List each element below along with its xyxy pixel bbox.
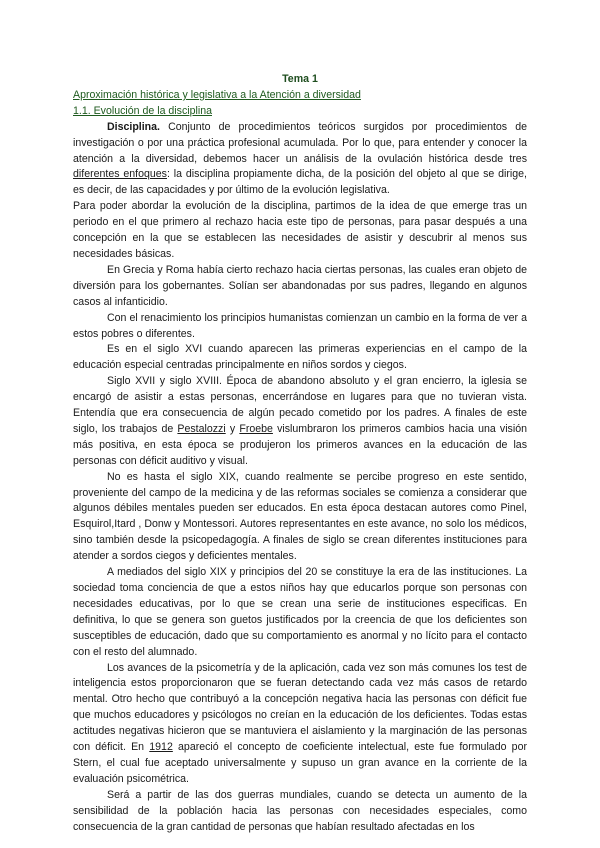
name-pestalozzi: Pestalozzi bbox=[177, 422, 226, 435]
paragraph: Los avances de la psicometría y de la aplicación, cada vez son más comunes los test de inteligencia estos proporcionaron que se fueran detectando cada vez más casos de retardo mental. Otro hecho que contribuyó a la concepción negativa hacia las personas con déficit fue que muchos educadores y psicólogos no creían en la educación de los deficientes. Todas estas actitudes negativas hicieron que se mantuviera el aislamiento y la marginación de las personas con déficit. En 1912 apareció el concepto de coeficiente intelectual, este fue formulado por Stern, el cual fue aceptado universalmente y supuso un gran avance en la corriente de la evaluación psicométrica. bbox=[73, 661, 527, 785]
paragraph: En Grecia y Roma había cierto rechazo hacia ciertas personas, las cuales eran objeto de diversión para los gobernantes. Solían ser abandonadas por sus padres, llegando en algunos casos al infanticidio. bbox=[73, 263, 527, 308]
paragraph-disciplina: Disciplina. Conjunto de procedimientos teóricos surgidos por procedimientos de investigación o por una práctica profesional acumulada. Por lo que, para entender y conocer la atención a la diversidad, debemos hacer un análisis de la ovulación histórica desde tres diferentes enfoques: la disciplina propiamente dicha, de la posición del objeto al que se dirige, es decir, de las capacidades y por último de la evolución legislativa. bbox=[73, 120, 527, 197]
paragraph: Será a partir de las dos guerras mundiales, cuando se detecta un aumento de la sensibilidad de la población hacia las personas con necesidades especiales, como consecuencia de la gran cantidad de personas que habían resultado afectadas en los bbox=[73, 788, 527, 833]
year-1912: 1912 bbox=[149, 741, 173, 754]
term-disciplina: Disciplina. bbox=[107, 120, 160, 133]
document-title: Tema 1 bbox=[282, 73, 318, 85]
paragraph: No es hasta el siglo XIX, cuando realmente se percibe progreso en este sentido, proveniente del campo de la medicina y de las reformas sociales se comienza a considerar que algunos débiles mentales pueden ser educados. En esta época destacan autores como Pinel, Esquirol,Itard , Donw y Montessori. Autores representantes en este avance, no solo los médicos, sino también desde la psicopedagogía. A finales de siglo se crean diferentes instituciones para atender a sordos ciegos y deficientes mentales. bbox=[73, 470, 527, 563]
subsection-heading: 1.1. Evolución de la disciplina bbox=[73, 104, 212, 117]
section-heading: Aproximación histórica y legislativa a la Atención a diversidad bbox=[73, 88, 361, 101]
paragraph: Siglo XVII y siglo XVIII. Época de abandono absoluto y el gran encierro, la iglesia se encargó de asistir a estas personas, encerrándose en lugares para que no tuvieran vista. Entendía que era consecuencia de algún pecado cometido por los padres. A finales de este siglo, los trabajos de Pestalozzi y Froebe vislumbraron los primeros cambios hacia una visión más positiva, en esta época se produjeron los primeros avances en la educación de las personas con déficit auditivo y visual. bbox=[73, 375, 527, 467]
name-froebe: Froebe bbox=[239, 422, 273, 435]
underlined-phrase: diferentes enfoques bbox=[73, 168, 167, 181]
document-page bbox=[73, 72, 527, 836]
paragraph: Es en el siglo XVI cuando aparecen las primeras experiencias en el campo de la educación especial centradas principalmente en niños sordos y ciegos. bbox=[73, 343, 527, 372]
paragraph: Para poder abordar la evolución de la disciplina, partimos de la idea de que emerge tras un periodo en el que primero al rechazo hacia este tipo de personas, para pasar después a una concepción en la que se establecen las necesidades de asistir y descubrir al menos sus necesidades básicas. bbox=[73, 200, 527, 260]
paragraph: Con el renacimiento los principios humanistas comienzan un cambio en la forma de ver a estos pobres o diferentes. bbox=[73, 311, 527, 340]
paragraph: A mediados del siglo XIX y principios del 20 se constituye la era de las instituciones. La sociedad toma conciencia de que a estos niños hay que educarlos porque son personas con necesidades educativas, por lo que se crean una serie de instituciones especificas. En definitiva, lo que se genera son guetos justificados por la creencia de que los deficientes son susceptibles de educación, dado que su comportamiento es anormal y no lícito para el contacto con el resto del alumnado. bbox=[73, 566, 527, 658]
